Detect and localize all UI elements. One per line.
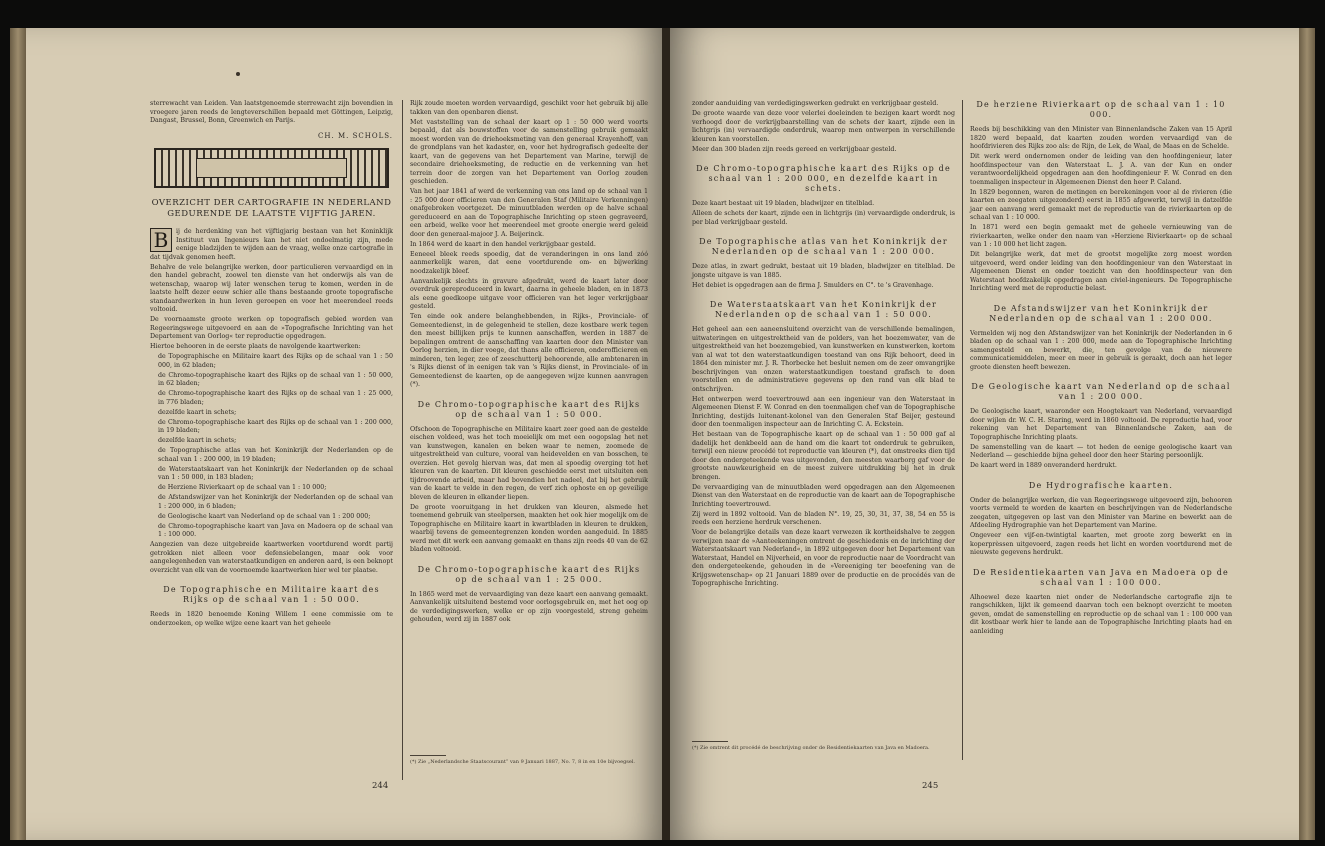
paragraph-group	[970, 330, 1232, 373]
footnote: (*) Zie omtrent dit procédé de beschrijving onder de Residentiekaarten van Java en Madoera.	[692, 745, 930, 751]
section-heading: De Geologische kaart van Nederland op de schaal van 1 : 200 000.	[971, 382, 1231, 401]
section-heading: De Waterstaatskaart van het Koninkrijk der Nederlanden op de schaal van 1 : 50 000.	[709, 300, 938, 319]
paragraph: Reeds bij beschikking van den Minister van Binnenlandsche Zaken van 15 April 1820 werd bepaald, dat kaarten zouden worden vervaardigd van de hoofdrivieren des Rijks zoo als: de Rijn, de Lek, de Waal, de Maas en de Schelde.	[970, 126, 1232, 150]
paragraph: Dit werk werd ondernomen onder de leiding van den hoofdingenieur, later hoofdinspecteur van den Waterstaat L. J. A. van der Kun en onder verantwoordelijkheid opgedragen aan den hoofdingenieur F. W. Conrad en den toenmaligen inspecteur in Algemeenen Dienst den heer P. Caland.	[970, 153, 1232, 186]
paragraph: De samenstelling van de kaart — tot heden de eenige geologische kaart van Nederland — geschiedde bijna geheel door den heer Staring persoonlijk.	[970, 443, 1232, 459]
right-page-edge	[1299, 28, 1315, 840]
section-heading: De Chromo-topographische kaart des Rijks op de schaal van 1 : 25 000.	[417, 564, 641, 584]
paragraph: Aangezien van deze uitgebreide kaartwerken voortdurend wordt partij getrokken niet alleen voor defensiebelangen, maar ook voor aangelegenheden van waterstaatkundigen en anderen aard, is een beknopt overzicht van elk van de voornoemde kaartwerken hier wel ter plaatse.	[150, 541, 393, 574]
list-item: de Chromo-topographische kaart des Rijks op de schaal van 1 : 200 000, in 19 bladen;	[158, 418, 393, 434]
section-heading: De Chromo-topographische kaart des Rijks op de schaal van 1 : 200 000, en dezelfde kaart in schets.	[696, 164, 951, 193]
paragraph: De Geologische kaart, waaronder een Hoogtekaart van Nederland, vervaardigd door wijlen dr. W. C. H. Staring, werd in 1860 voltooid. De reproductie had, voor rekening van het Departement van Binnenlandsche Zaken, aan de Topographische Inrichting plaats.	[970, 408, 1232, 441]
left-page-edge	[10, 28, 26, 840]
section-heading: De herziene Rivierkaart op de schaal van 1 : 10 000.	[976, 100, 1226, 119]
paragraph: sterrewacht van Leiden. Van laatstgenoemde sterrewacht zijn bovendien in vroegere jaren reeds de lengteverschillen bepaald met Göttingen, Leipzig, Dangast, Brussel, Bonn, Greenwich en Parijs.	[150, 100, 393, 124]
paragraph: Ongeveer een vijf-en-twintigtal kaarten, met groote zorg bewerkt en in koperprèssen uitgevoerd, zagen reeds het licht en worden voortdurend met de nieuwste gegevens herdrukt.	[970, 532, 1232, 556]
list-item: de Topographische en Militaire kaart des Rijks op de schaal van 1 : 50 000, in 62 bladen;	[158, 353, 393, 369]
paragraph: Deze atlas, in zwart gedrukt, bestaat uit 19 bladen, bladwijzer en titelblad. De jongste uitgave is van 1885.	[692, 263, 955, 279]
decorative-banner	[154, 148, 389, 188]
paragraph: Vermelden wij nog den Afstandswijzer van het Koninkrijk der Nederlanden in 6 bladen op de schaal van 1 : 200 000, mede aan de Topographische Inrichting samengesteld en bewerkt, die, ten gevolge van de nieuwere communicatiemiddelen, meer en meer in gebruik is geraakt, doch aan het leger groote diensten heeft bewezen.	[970, 329, 1232, 371]
paragraph-group	[410, 100, 648, 390]
paragraph: De voornaamste groote werken op topografisch gebied worden van Regeeringswege uitgevoerd en aan de »Topografische Inrichting van het Departement van Oorlog« ter reproductie opgedragen.	[150, 316, 393, 340]
paragraph: Deze kaart bestaat uit 19 bladen, bladwijzer en titelblad.	[692, 200, 875, 207]
paragraph: Voor de belangrijke details van deze kaart verwezen ik kortheidshalve te zeggen verwijzen naar de »Aanteekeningen omtrent de geschiedenis en de inrichting der Waterstaatskaart van Nederland«, in 1892 uitgegeven door het Departement van Waterstaat, Handel en Nijverheid, en voor de reproductie naar de Voordracht van den ondergeteekende, gehouden in de »Vereeniging ter beoefening van de Krijgswetenschap« op 21 Januari 1889 over de productie en de procédés van de Topographische Inrichting.	[692, 529, 955, 587]
page-number: 245	[922, 781, 939, 791]
paragraph: Het ontwerpen werd toevertrouwd aan een ingenieur van den Waterstaat in Algemeenen Dienst F. W. Conrad en den toenmaligen chef van de Topographische Inrichting, destijds luitenant-kolonel van den Generalen Staf Beijer, gesteund door den toenmaligen inspecteur aan de Inrichting C. A. Eckstein.	[692, 395, 955, 428]
paragraph: zonder aanduiding van verdedigingswerken gedrukt en verkrijgbaar gesteld.	[692, 100, 939, 107]
paragraph-group	[970, 497, 1232, 558]
paragraph: Het bestaan van de Topographische kaart op de schaal van 1 : 50 000 gaf al dadelijk het denkbeeld aan de hand om die kaart tot onderdruk te gebruiken, terwijl een nieuw procédé tot reproductie van kleuren (*), dat omstreeks dien tijd door den ondergeteekende was uitgevonden, den meesten waarborg gaf voor de grootste nauwkeurigheid en de meest zuivere uitdrukking bij het in druk brengen.	[692, 431, 955, 481]
footnote-rule	[692, 741, 728, 742]
page-number: 244	[372, 781, 389, 791]
list-item: de Chromo-topographische kaart des Rijks op de schaal van 1 : 50 000, in 62 bladen;	[158, 371, 393, 387]
paragraph: Alleen de schets der kaart, zijnde een in lichtgrijs (in) vervaardigde onderdruk, is per blad verkrijgbaar gesteld.	[692, 210, 955, 226]
paragraph: In 1864 werd de kaart in den handel verkrijgbaar gesteld.	[410, 240, 596, 248]
right-column-2	[970, 100, 1232, 638]
paragraph: In 1871 werd een begin gemaakt met de geheele vernieuwing van de rivierkaarten, welke onder den naam van »Herziene Rivierkaart« op de schaal van 1 : 10 000 het licht zagen.	[970, 224, 1232, 248]
section-heading: De Residentiekaarten van Java en Madoera op de schaal van 1 : 100 000.	[972, 567, 1229, 587]
paragraph: Behalve de vele belangrijke werken, door particulieren vervaardigd en in den handel gebracht, zoowel ten dienste van het onderwijs als van de wetenschap, waarop wij later wenschen terug te komen, werden in de laatste helft dezer eeuw schier alle thans bestaande groote topografische standaardwerken in hun leven geroepen en voor het meerendeel reeds voltooid.	[150, 263, 393, 313]
list-item: dezelfde kaart in schets;	[158, 408, 237, 416]
paragraph-group	[692, 100, 955, 154]
section-heading: De Chromo-topographische kaart des Rijks op de schaal van 1 : 50 000.	[417, 399, 641, 419]
left-column-1	[150, 100, 393, 630]
list-item: de Topographische atlas van het Koninkrijk der Nederlanden op de schaal van 1 : 200 000, in 19 bladen;	[158, 447, 393, 463]
list-item: de Chromo-topographische kaart van Java en Madoera op de schaal van 1 : 100 000.	[158, 522, 393, 538]
paragraph: De kaart werd in 1889 onveranderd herdrukt.	[970, 462, 1117, 469]
paragraph: De vervaardiging van de minuutbladen werd opgedragen aan den Algemeenen Dienst van den Waterstaat en de reproductie van de kaart aan de Topographische Inrichting toevertrouwd.	[692, 483, 955, 508]
paragraph: Met vaststelling van de schaal der kaart op 1 : 50 000 werd voorts bepaald, dat als bouwstoffen voor de samenstelling gebruik gemaakt moest worden van de driehoeksmeting van den generaal Krayenhoff, van de grondplans van het kadaster, en, voor het hydrografisch gedeelte der kaart, van de gegevens van het Departement van Marine, terwijl de secondaire driehoeksmeting, de reductie en de verkenning van het terrein door de zorgen van het Departement van Oorlog zouden geschieden.	[410, 118, 648, 185]
right-column-1	[692, 100, 955, 590]
list-item: de Herziene Rivierkaart op de schaal van 1 : 10 000;	[158, 484, 327, 491]
section-heading: De Afstandswijzer van het Koninkrijk der Nederlanden op de schaal van 1 : 200 000.	[989, 303, 1213, 323]
right-page	[670, 28, 1315, 840]
section-heading: De Topographische en Militaire kaart des Rijks op de schaal van 1 : 50 000.	[163, 585, 380, 604]
paragraph-group	[150, 541, 393, 575]
paragraph: Onder de belangrijke werken, die van Regeeringswege uitgevoerd zijn, behooren voorts vermeld te worden de kaarten en beschrijvingen van de Nederlandsche zeegaten, uitgegeven op last van den Minister van Marine en bewerkt aan de Afdeeling Hydrographie van het Departement van Marine.	[970, 496, 1232, 529]
author-signature: CH. M. SCHOLS.	[318, 131, 393, 140]
section-heading: De Topographische atlas van het Koninkrijk der Nederlanden op de schaal van 1 : 200 000.	[699, 237, 948, 256]
paragraph-group	[692, 263, 955, 290]
ornament-dot	[236, 72, 240, 76]
paragraph: Het geheel aan een aaneensluitend overzicht van de verschillende bemalingen, uitwateringen en uitgestrektheid van de polders, van het boezemwater, van de uitgestrektheid van het boezemgebied, van kunstwerken en kunstwerken, kortom van al wat tot den waterstaatkundigen toestand van ons Rijk behoort, deed in 1864 den minister mr. J. R. Thorbecke het besluit nemen om de zeer omvangrijke beschrijvingen van onzen waterstaatkundigen toestand grafisch te doen voorstellen en de administratieve gegevens op den rand van elk blad te ontschrijven.	[692, 326, 955, 393]
paragraph: Aanvankelijk slechts in gravure afgedrukt, werd de kaart later door overdruk gereproduceerd in kwart, daarna in geheele bladen, en in 1873 als eene goedkoope uitgave voor officieren van het leger verkrijgbaar gesteld.	[410, 277, 648, 310]
paragraph-group	[150, 353, 393, 540]
paragraph: Alhoewel deze kaarten niet onder de Nederlandsche cartografie zijn te rangschikken, lijkt ik gemeend daarvan toch een beknopt overzicht te moeten geven, omdat de samenstelling en reproductie op de schaal van 1 : 100 000 van dit kostbaar werk hier te lande aan de Topographische Inrichting plaats had en aanleiding	[970, 593, 1232, 635]
paragraph: Reeds in 1820 benoemde Koning Willem I eene commissie om te onderzoeken, op welke wijze eene kaart van het geheele	[150, 611, 393, 627]
paragraph-group	[150, 100, 393, 126]
paragraph-group	[970, 408, 1232, 471]
paragraph-group	[692, 200, 955, 227]
paragraph-group	[410, 426, 648, 555]
left-page	[10, 28, 665, 840]
paragraph: Rijk zoude moeten worden vervaardigd, geschikt voor het gebruik bij alle takken van den openbaren dienst.	[410, 100, 648, 116]
column-rule	[962, 100, 963, 760]
paragraph: In 1829 begonnen, waren de metingen en berekeningen voor al de rivieren (die kaarten en zeegaten uitgezonderd) eerst in 1855 afgewerkt, terwijl in datzelfde jaar een aanvang werd gemaakt met de reproductie van de rivierkaarten op de schaal van 1 : 10 000.	[970, 188, 1232, 221]
paragraph-group	[970, 594, 1232, 637]
column-rule	[402, 100, 403, 780]
paragraph: De groote waarde van deze voor velerlei doeleinden te bezigen kaart wordt nog verhoogd door de verkrijgbaarstelling van de schets der kaart, zijnde een in lichtgrijs (in) vervaardigde onderdruk, waarop men ontwerpen in verschillende kleuren kan voorstellen.	[692, 110, 955, 143]
paragraph: Ofschoon de Topographische en Militaire kaart zeer goed aan de gestelde eischen voldeed, was het toch moeielijk om met een oogopslag het net van kunstwegen, kanalen en beken waar te nemen, zoomede de uitgestrektheid van culture, vooral van heidevelden en van bosschen, te overzien. Het gevolg hiervan was, dat men al spoedig overging tot het kleuren van de kaarten. Dit kleuren geschiedde eerst met uitsluiten een tijdroovende arbeid, maar had bovendien het nadeel, dat bij het gebruik van de kaart te velde in den regen, de verf zich ophoste en op geveilige bleven de kleuren in elkander liepen.	[410, 425, 648, 501]
list-item: de Chromo-topographische kaart des Rijks op de schaal van 1 : 25 000, in 776 bladen;	[158, 390, 393, 406]
paragraph: De groote vooruitgang in het drukken van kleuren, alsmede het toenemend gebruik van steelpersen, maakten het ook hier mogelijk om de Topographische en Militaire kaart in kwartbladen in kleuren te drukken, waarbij tevens de gemeentegrenzen konden worden aangeduid. In 1885 werd met dit werk een aanvang gemaakt en thans zijn reeds 40 van de 62 bladen voltooid.	[410, 503, 648, 553]
paragraph: Het debiet is opgedragen aan de firma J. Smulders en C°. te 's Gravenhage.	[692, 281, 934, 289]
paragraph-group	[150, 228, 393, 352]
paragraph: Zij werd in 1892 voltooid. Van de bladen N°. 19, 25, 30, 31, 37, 38, 54 en 55 is reeds een herziene herdruk verschenen.	[692, 510, 955, 526]
paragraph-group	[150, 611, 393, 628]
list-item: dezelfde kaart in schets;	[158, 437, 237, 444]
book-spread	[10, 28, 1315, 840]
section-heading: De Hydrografische kaarten.	[1028, 480, 1174, 490]
paragraph: Eeneeel bleek reeds spoedig, dat de veranderingen in ons land zóó aanmerkelijk waren, dat eene voortdurende om- en bijwerking noodzakelijk bleef.	[410, 250, 648, 275]
paragraph: Van het jaar 1841 af werd de verkenning van ons land op de schaal van 1 : 25 000 door officieren van den Generalen Staf (Militaire Verkenningen) onafgebroken voortgezet. De minuutbladen werden op de halve schaal gereduceerd en aan de Topographische Inrichting op steen gegraveerd, een arbeid, welke voor het meerendeel met groote energie werd geleid door den generaal-majoor J. A. Beijerinck.	[410, 188, 648, 238]
paragraph: Ten einde ook andere belanghebbenden, in Rijks-, Provinciale- of Gemeentedienst, in de gelegenheid te stellen, deze kostbare werk tegen den meest billijken prijs te kunnen aanschaffen, werden in 1887 de bepalingen omtrent de aanschaffing van kaarten door den Minister van Oorlog herzien, in dier voege, dat thans alle officieren, onderofficieren en minderen, ten leger, zee of zeeschutterij behoorende, alle ambtenaren in 's Rijks dienst of in eenigen tak van 's Rijks dienst, in Provinciale- of in Gemeentedienst de kaarten, op de aangegeven wijze kunnen aanvragen (*).	[410, 313, 648, 388]
list-item: de Geologische kaart van Nederland op de schaal van 1 : 200 000;	[158, 512, 371, 520]
paragraph: In 1865 werd met de vervaardiging van deze kaart een aanvang gemaakt. Aanvankelijk uitsluitend bestemd voor oorlogsgebruik en, met het oog op de verdedigingswerken, welke er op zijn voorgesteld, streng geheim gehouden, werd zij in 1887 ook	[410, 590, 648, 623]
drop-cap: B	[150, 228, 172, 252]
list-item: de Waterstaatskaart van het Koninkrijk der Nederlanden op de schaal van 1 : 50 000, in 183 bladen;	[158, 465, 393, 481]
paragraph: Hiertoe behooren in de eerste plaats de navolgende kaartwerken:	[150, 343, 361, 350]
paragraph: ij de herdenking van het vijftigjarig bestaan van het Koninklijk Instituut van Ingenieurs kan het niet ondoelmatig zijn, mede eenige bladzijden te wijden aan de vraag, welke onze cartografie in dat tijdvak genomen heeft.	[150, 228, 393, 261]
paragraph-group	[410, 591, 648, 625]
list-item: de Afstandswijzer van het Koninkrijk der Nederlanden op de schaal van 1 : 200 000, in 6 bladen;	[158, 494, 393, 510]
paragraph-group	[970, 126, 1232, 294]
left-column-2	[410, 100, 648, 626]
paragraph: Meer dan 300 bladen zijn reeds gereed en verkrijgbaar gesteld.	[692, 145, 897, 153]
footnote: (*) Zie „Nederlandsche Staatscourant” van 9 Januari 1887, No. 7, 8 in en 10e bijvoegsel.	[410, 759, 635, 765]
footnote-rule	[410, 755, 446, 756]
paragraph-group	[692, 326, 955, 589]
article-heading: OVERZICHT DER CARTOGRAFIE IN NEDERLAND GEDURENDE DE LAATSTE VIJFTIG JAREN.	[151, 198, 392, 219]
paragraph: Dit belangrijke werk, dat met de grootst mogelijke zorg moest worden uitgevoerd, werd onder leiding van den hoofdingenieur van den Waterstaat in Algemeenen Dienst en onder toezicht van den hoofdinspecteur van den Waterstaat hoofdzakelijk opgedragen aan civiel-ingenieurs. De Topographische Inrichting werd met de reproductie belast.	[970, 251, 1232, 292]
